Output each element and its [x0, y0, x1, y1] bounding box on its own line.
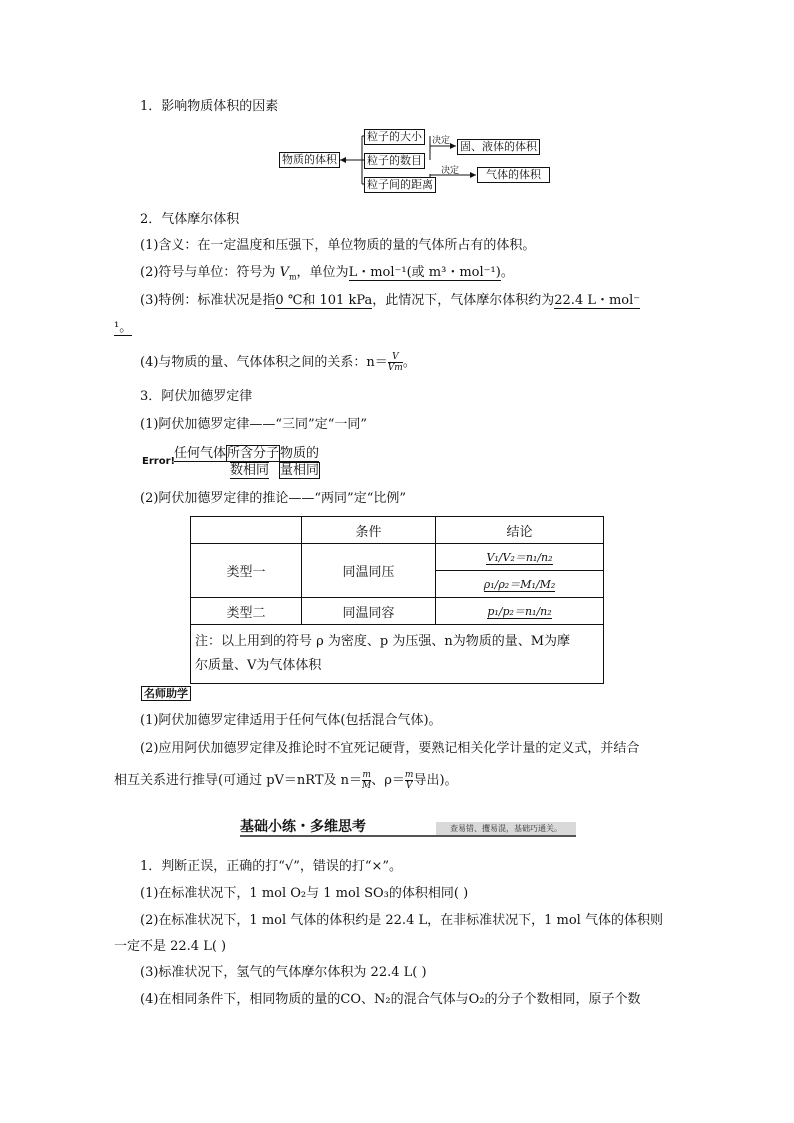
banner-rule: [240, 835, 576, 837]
diagram-main-box: 物质的体积: [279, 152, 340, 168]
avogadro-law-line: (1)阿伏加德罗定律——“三同”定“一同”: [140, 417, 367, 432]
relation-line: (4)与物质的量、气体体积之间的关系：n＝ $\frac{V}{Vm}$ 。: [140, 352, 416, 373]
tip-line-3: 相互关系进行推导(可通过 pV＝nRT及 n＝ $\frac{m}{M}$ 、ρ＝ $\frac{m}{V}$ 导出)。: [114, 770, 458, 791]
tip-line-2: (2)应用阿伏加德罗定律及推论时不宜死记硬背，要熟记相关化学计量的定义式，并结合: [140, 741, 640, 756]
symbol-unit-line: (2)符号与单位：符号为 $V_m$，单位为L・mol⁻¹(或 m³・mol⁻¹)。: [140, 265, 514, 282]
table-condition-2: 同温同容: [302, 598, 436, 625]
decide-label-2: 决定: [441, 166, 460, 176]
table-header-conclusion: 结论: [436, 517, 604, 544]
tip-line-1: (1)阿伏加德罗定律适用于任何气体(包括混合气体)。: [140, 713, 442, 728]
teacher-tip-tag: 名师助学: [141, 686, 191, 701]
table-row: [191, 544, 604, 571]
table-row: [191, 517, 604, 544]
table-type-1: 类型一: [191, 544, 302, 598]
table-note: 注：以上用到的符号 ρ 为密度、p 为压强、n为物质的量、M为摩 尔质量、V为气体体积: [191, 625, 604, 684]
table-row: [191, 598, 604, 625]
diagram-factor-size: 粒子的大小: [364, 129, 425, 145]
diagram-result-solid-liquid: 固、液体的体积: [457, 139, 540, 155]
table-conclusion-2: p₁/p₂＝n₁/n₂: [436, 598, 604, 625]
decide-label-1: 决定: [432, 136, 451, 146]
law-statement-bottom: 数相同 量相同: [230, 463, 320, 478]
inference-table: [190, 516, 604, 684]
section-1-heading: 1．影响物质体积的因素: [140, 99, 279, 114]
practice-banner: [240, 816, 580, 838]
unit-answer: L・mol⁻¹(或 m³・mol⁻¹): [348, 265, 501, 280]
v-over-vm-fraction: $\frac{V}{Vm}$: [387, 352, 403, 373]
table-conclusion-1a: V₁/V₂＝n₁/n₂: [436, 544, 604, 571]
quiz-item-2a: (2)在标准状况下，1 mol 气体的体积约是 22.4 L，在非标准状况下，1 mol 气体的体积则: [140, 913, 663, 928]
table-header-condition: 条件: [302, 517, 436, 544]
standard-condition-answer: 0 ℃和 101 kPa: [275, 293, 373, 308]
diagram-factor-distance: 粒子间的距离: [364, 177, 436, 193]
quiz-instruction: 1．判断正误，正确的打“√”，错误的打“×”。: [140, 859, 403, 874]
m-over-M-fraction: $\frac{m}{M}$: [362, 770, 372, 791]
quiz-item-3: (3)标准状况下，氢气的气体摩尔体积为 22.4 L( ): [140, 965, 427, 980]
special-case-line: (3)特例：标准状况是指0 ℃和 101 kPa，此情况下，气体摩尔体积约为22.4 L・mol⁻: [140, 293, 641, 308]
law-statement-top: 任何气体所含分子物质的: [174, 446, 320, 461]
table-conclusion-1b: ρ₁/ρ₂＝M₁/M₂: [436, 571, 604, 598]
molar-volume-answer: 22.4 L・mol⁻: [554, 293, 641, 308]
banner-title: 基础小练・多维思考: [240, 819, 366, 835]
quiz-item-4: (4)在相同条件下，相同物质的量的CO、N₂的混合气体与O₂的分子个数相同，原子个数: [140, 992, 641, 1007]
table-type-2: 类型二: [191, 598, 302, 625]
table-condition-1: 同温同压: [302, 544, 436, 598]
diagram-result-gas: 气体的体积: [477, 167, 550, 183]
banner-subtitle: 查易错、攫易混，基础巧通关。: [436, 822, 576, 836]
quiz-item-2b: 一定不是 22.4 L( ): [114, 939, 227, 954]
table-row: [191, 625, 604, 684]
section-3-heading: 3．阿伏加德罗定律: [140, 389, 253, 404]
diagram-factor-number: 粒子的数目: [364, 153, 425, 169]
table-header-empty: [191, 517, 302, 544]
quiz-item-1: (1)在标准状况下，1 mol O₂与 1 mol SO₃的体积相同( ): [140, 886, 469, 901]
section-2-heading: 2．气体摩尔体积: [140, 212, 240, 227]
inference-line: (2)阿伏加德罗定律的推论——“两同”定“比例”: [140, 491, 406, 506]
definition-line: (1)含义：在一定温度和压强下，单位物质的量的气体所占有的体积。: [140, 238, 536, 253]
m-over-V-fraction: $\frac{m}{V}$: [404, 770, 414, 791]
special-case-wrap: ¹。: [114, 320, 133, 335]
error-marker: Error!: [142, 456, 176, 467]
